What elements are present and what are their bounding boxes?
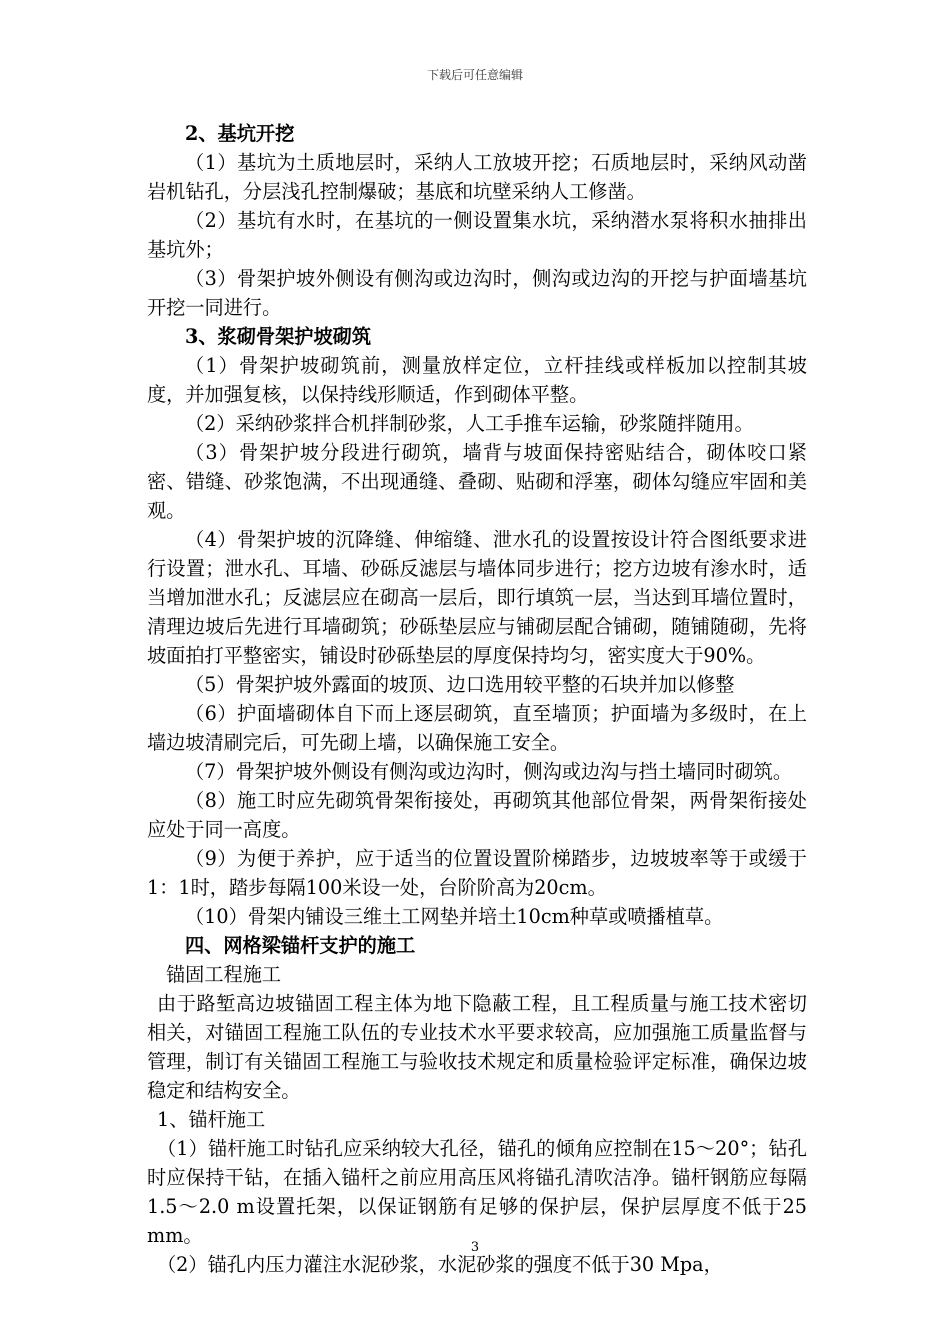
paragraph: （8）施工时应先砌筑骨架衔接处，再砌筑其他部位骨架，两骨架衔接处应处于同一高度。	[147, 789, 807, 841]
paragraph: （10）骨架内铺设三维土工网垫并培土10cm种草或喷播植草。	[185, 905, 724, 928]
page-header: 下载后可任意编辑	[426, 68, 523, 82]
page-number: 3	[470, 1240, 480, 1255]
paragraph: （6）护面墙砌体自下而上逐层砌筑，直至墙顶；护面墙为多级时，在上墙边坡清刷完后，可先砌上墙，以确保施工安全。	[147, 702, 807, 754]
paragraph: （1）基坑为土质地层时，采纳人工放坡开挖；石质地层时，采纳风动凿岩机钻孔，分层浅孔控制爆破；基底和坑壁采纳人工修凿。	[147, 151, 807, 203]
paragraph: （2）锚孔内压力灌注水泥砂浆，水泥砂浆的强度不低于30 Mpa，	[157, 1253, 723, 1276]
paragraph: （3）骨架护坡分段进行砌筑，墙背与坡面保持密贴结合，砌体咬口紧密、错缝、砂浆饱满，不出现通缝、叠砌、贴砌和浮塞，砌体勾缝应牢固和美观。	[147, 441, 807, 522]
paragraph: （9）为便于养护，应于适当的位置设置阶梯踏步，边坡坡率等于或缓于1：1时，踏步每隔100米设一处，台阶阶高为20cm。	[147, 847, 807, 899]
paragraph: （4）骨架护坡的沉降缝、伸缩缝、泄水孔的设置按设计符合图纸要求进行设置；泄水孔、耳墙、砂砾反滤层与墙体同步进行；挖方边坡有渗水时，适当增加泄水孔；反滤层应在砌高一层后，即行填筑一层，当达到耳墙位置时，清理边坡后先进行耳墙砌筑；砂砾垫层应与铺砌层配合铺砌，随铺随砌，先将坡面拍打平整密实，铺设时砂砾垫层的厚度保持均匀，密实度大于90%。	[147, 528, 807, 667]
paragraph: 1、锚杆施工	[157, 1108, 266, 1131]
paragraph: （2）采纳砂浆拌合机拌制砂浆，人工手推车运输，砂浆随拌随用。	[185, 412, 754, 435]
paragraph: （5）骨架护坡外露面的坡顶、边口选用较平整的石块并加以修整	[185, 673, 735, 696]
section-heading: 四、网格梁锚杆支护的施工	[185, 934, 416, 957]
paragraph: （1）锚杆施工时钻孔应采纳较大孔径，锚孔的倾角应控制在15～20°；钻孔时应保持干钻，在插入锚杆之前应用高压风将锚孔清吹洁净。锚杆钢筋应每隔1.5～2.0 m设置托架，以保证钢筋有足够的保护层，保护层厚度不低于25 mm。	[147, 1137, 807, 1247]
paragraph: （7）骨架护坡外侧设有侧沟或边沟时，侧沟或边沟与挡土墙同时砌筑。	[185, 760, 793, 783]
section-heading: 2、基坑开挖	[185, 122, 295, 145]
paragraph: （1）骨架护坡砌筑前，测量放样定位，立杆挂线或样板加以控制其坡度，并加强复核，以保持线形顺适，作到砌体平整。	[147, 354, 807, 406]
section-heading: 3、浆砌骨架护坡砌筑	[185, 325, 372, 348]
document-body	[147, 119, 807, 1279]
paragraph: 由于路堑高边坡锚固工程主体为地下隐蔽工程，且工程质量与施工技术密切相关，对锚固工程施工队伍的专业技术水平要求较高，应加强施工质量监督与管理，制订有关锚固工程施工与验收技术规定和质量检验评定标准，确保边坡稳定和结构安全。	[147, 992, 807, 1102]
paragraph: （2）基坑有水时，在基坑的一侧设置集水坑，采纳潜水泵将积水抽排出基坑外；	[147, 209, 807, 261]
paragraph: （3）骨架护坡外侧设有侧沟或边沟时，侧沟或边沟的开挖与护面墙基坑开挖一同进行。	[147, 267, 807, 319]
paragraph: 锚固工程施工	[166, 963, 282, 986]
